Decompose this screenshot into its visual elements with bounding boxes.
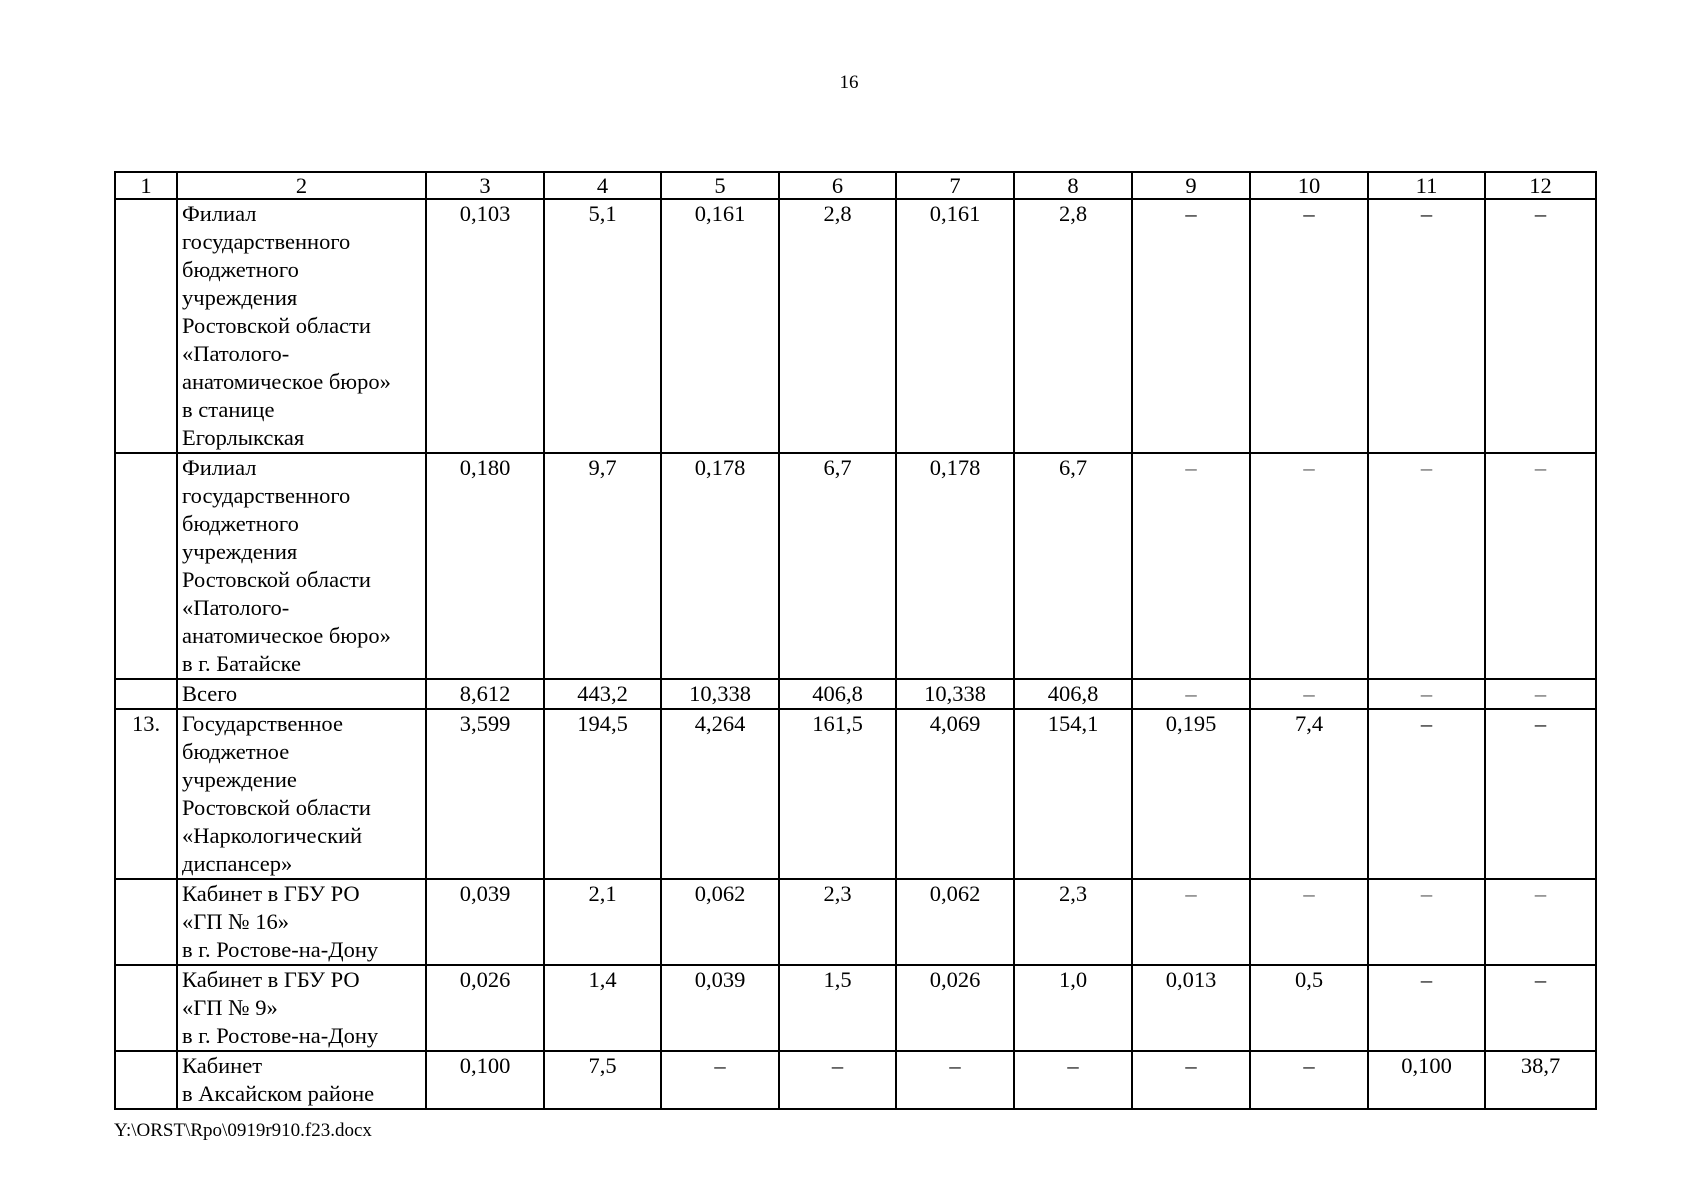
file-path-footer: Y:\ORST\Rpo\0919r910.f23.docx — [114, 1120, 372, 1141]
row-number-cell — [115, 679, 177, 709]
column-header-2: 2 — [177, 172, 426, 199]
value-cell-col-7: – — [896, 1051, 1014, 1109]
value-cell-col-9: – — [1132, 1051, 1250, 1109]
value-cell-col-5: 0,161 — [661, 199, 779, 453]
value-cell-col-12: – — [1485, 453, 1596, 679]
value-cell-col-3: 3,599 — [426, 709, 544, 879]
value-cell-col-8: 154,1 — [1014, 709, 1132, 879]
value-cell-col-3: 0,100 — [426, 1051, 544, 1109]
row-number-cell — [115, 1051, 177, 1109]
value-cell-col-6: 161,5 — [779, 709, 896, 879]
value-cell-col-10: – — [1250, 1051, 1368, 1109]
value-cell-col-11: – — [1368, 709, 1485, 879]
value-cell-col-9: – — [1132, 879, 1250, 965]
column-header-11: 11 — [1368, 172, 1485, 199]
value-cell-col-3: 0,026 — [426, 965, 544, 1051]
value-cell-col-3: 0,103 — [426, 199, 544, 453]
value-cell-col-8: 2,8 — [1014, 199, 1132, 453]
value-cell-col-5: 0,062 — [661, 879, 779, 965]
value-cell-col-9: 0,195 — [1132, 709, 1250, 879]
value-cell-col-6: 406,8 — [779, 679, 896, 709]
column-header-6: 6 — [779, 172, 896, 199]
column-header-8: 8 — [1014, 172, 1132, 199]
value-cell-col-12: – — [1485, 965, 1596, 1051]
value-cell-col-4: 1,4 — [544, 965, 661, 1051]
institution-name-cell: Кабинет в Аксайском районе — [177, 1051, 426, 1109]
value-cell-col-6: – — [779, 1051, 896, 1109]
institution-name-cell: Государственное бюджетное учреждение Ростовской области «Наркологический диспансер» — [177, 709, 426, 879]
table-row — [115, 199, 1596, 453]
value-cell-col-3: 0,039 — [426, 879, 544, 965]
value-cell-col-4: 7,5 — [544, 1051, 661, 1109]
value-cell-col-12: 38,7 — [1485, 1051, 1596, 1109]
value-cell-col-12: – — [1485, 879, 1596, 965]
value-cell-col-6: 6,7 — [779, 453, 896, 679]
value-cell-col-9: – — [1132, 199, 1250, 453]
table-row — [115, 879, 1596, 965]
value-cell-col-5: 0,039 — [661, 965, 779, 1051]
row-number-cell — [115, 199, 177, 453]
value-cell-col-9: – — [1132, 453, 1250, 679]
value-cell-col-8: 2,3 — [1014, 879, 1132, 965]
value-cell-col-4: 9,7 — [544, 453, 661, 679]
value-cell-col-8: 1,0 — [1014, 965, 1132, 1051]
value-cell-col-6: 2,8 — [779, 199, 896, 453]
table-header-row — [115, 172, 1596, 199]
value-cell-col-6: 2,3 — [779, 879, 896, 965]
value-cell-col-7: 4,069 — [896, 709, 1014, 879]
row-number-cell — [115, 879, 177, 965]
value-cell-col-3: 0,180 — [426, 453, 544, 679]
value-cell-col-5: 4,264 — [661, 709, 779, 879]
value-cell-col-9: 0,013 — [1132, 965, 1250, 1051]
value-cell-col-4: 2,1 — [544, 879, 661, 965]
value-cell-col-12: – — [1485, 709, 1596, 879]
institution-name-cell: Филиал государственного бюджетного учреждения Ростовской области «Патолого- анатомическое бюро» в станице Егорлыкская — [177, 199, 426, 453]
column-header-4: 4 — [544, 172, 661, 199]
value-cell-col-7: 0,026 — [896, 965, 1014, 1051]
value-cell-col-5: – — [661, 1051, 779, 1109]
value-cell-col-11: 0,100 — [1368, 1051, 1485, 1109]
column-header-5: 5 — [661, 172, 779, 199]
value-cell-col-7: 0,178 — [896, 453, 1014, 679]
column-header-3: 3 — [426, 172, 544, 199]
page-number: 16 — [839, 72, 859, 93]
value-cell-col-10: 7,4 — [1250, 709, 1368, 879]
value-cell-col-8: 6,7 — [1014, 453, 1132, 679]
table-row — [115, 709, 1596, 879]
value-cell-col-10: – — [1250, 879, 1368, 965]
institution-name-cell: Филиал государственного бюджетного учреждения Ростовской области «Патолого- анатомическое бюро» в г. Батайске — [177, 453, 426, 679]
column-header-10: 10 — [1250, 172, 1368, 199]
row-number-cell — [115, 965, 177, 1051]
value-cell-col-6: 1,5 — [779, 965, 896, 1051]
value-cell-col-11: – — [1368, 965, 1485, 1051]
table-row — [115, 679, 1596, 709]
value-cell-col-10: – — [1250, 199, 1368, 453]
value-cell-col-8: 406,8 — [1014, 679, 1132, 709]
table-row — [115, 965, 1596, 1051]
value-cell-col-9: – — [1132, 679, 1250, 709]
value-cell-col-3: 8,612 — [426, 679, 544, 709]
value-cell-col-4: 443,2 — [544, 679, 661, 709]
institution-name-cell: Кабинет в ГБУ РО «ГП № 9» в г. Ростове-на-Дону — [177, 965, 426, 1051]
value-cell-col-7: 10,338 — [896, 679, 1014, 709]
value-cell-col-7: 0,161 — [896, 199, 1014, 453]
value-cell-col-11: – — [1368, 879, 1485, 965]
column-header-1: 1 — [115, 172, 177, 199]
value-cell-col-10: – — [1250, 679, 1368, 709]
row-number-cell: 13. — [115, 709, 177, 879]
column-header-9: 9 — [1132, 172, 1250, 199]
value-cell-col-4: 194,5 — [544, 709, 661, 879]
institution-name-cell: Кабинет в ГБУ РО «ГП № 16» в г. Ростове-на-Дону — [177, 879, 426, 965]
value-cell-col-12: – — [1485, 679, 1596, 709]
column-header-7: 7 — [896, 172, 1014, 199]
value-cell-col-7: 0,062 — [896, 879, 1014, 965]
data-table — [114, 171, 1597, 1110]
value-cell-col-11: – — [1368, 199, 1485, 453]
row-number-cell — [115, 453, 177, 679]
table-row — [115, 1051, 1596, 1109]
value-cell-col-5: 10,338 — [661, 679, 779, 709]
value-cell-col-8: – — [1014, 1051, 1132, 1109]
institution-name-cell: Всего — [177, 679, 426, 709]
value-cell-col-4: 5,1 — [544, 199, 661, 453]
value-cell-col-12: – — [1485, 199, 1596, 453]
value-cell-col-11: – — [1368, 679, 1485, 709]
table-row — [115, 453, 1596, 679]
value-cell-col-10: 0,5 — [1250, 965, 1368, 1051]
value-cell-col-10: – — [1250, 453, 1368, 679]
column-header-12: 12 — [1485, 172, 1596, 199]
value-cell-col-11: – — [1368, 453, 1485, 679]
value-cell-col-5: 0,178 — [661, 453, 779, 679]
